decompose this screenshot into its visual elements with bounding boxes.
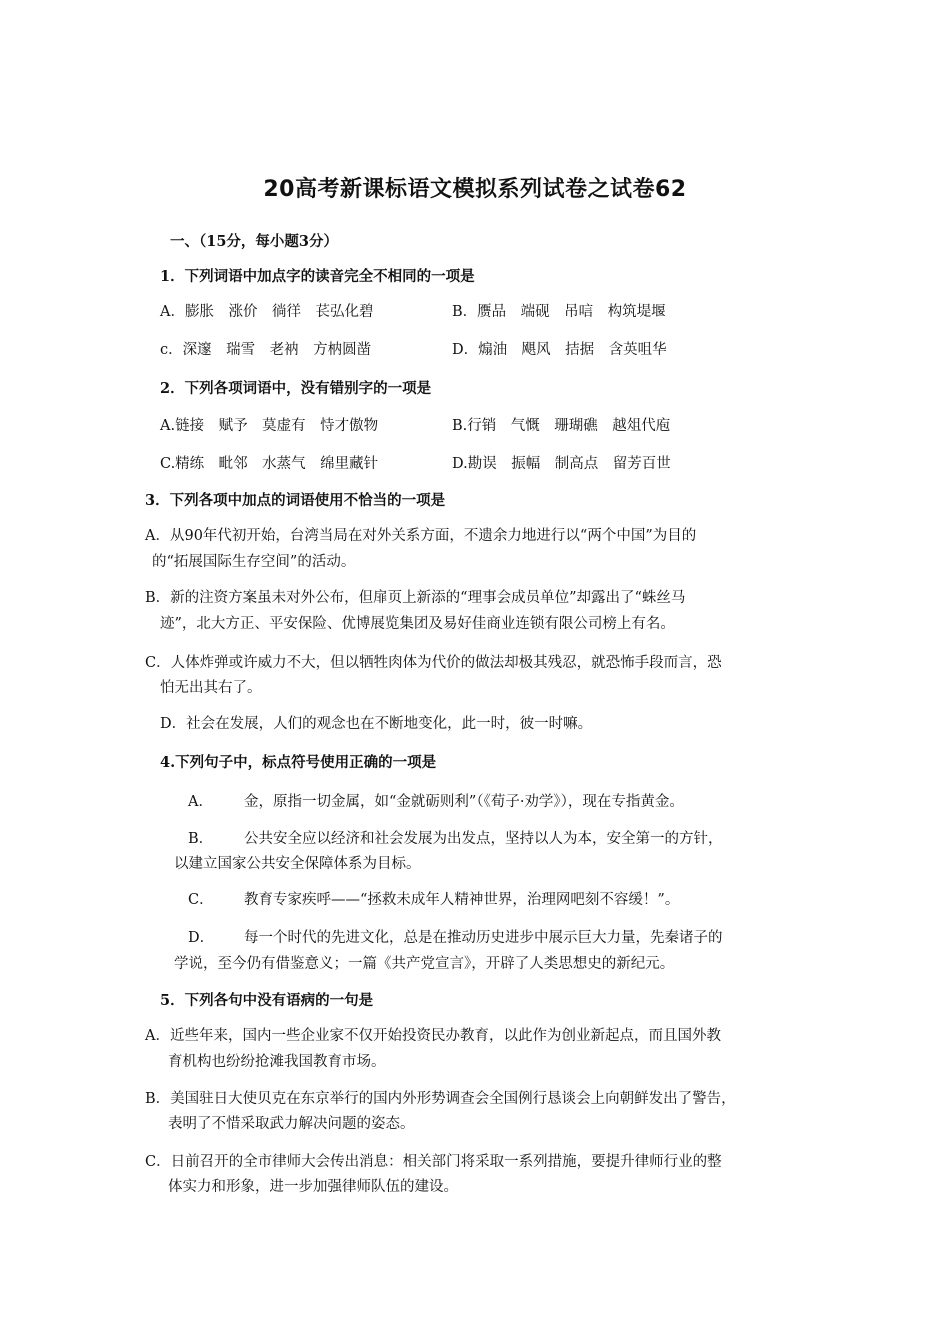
option-text: 深邃 瑞雪 老衲 方枘圆凿 <box>182 342 372 358</box>
q4-option-d-line2: 学说，至今仍有借鉴意义；一篇《共产党宣言》，开辟了人类思想史的新纪元。 <box>174 956 675 972</box>
q3-option-d-line1: D．社会在发展，人们的观念也在不断地变化，此一时，彼一时嘛。 <box>160 716 593 732</box>
q4-option-a-text: 金，原指一切金属，如“金就砺则利”（《荀子·劝学》），现在专指黄金。 <box>244 794 684 810</box>
question-3-stem: 3．下列各项中加点的词语使用不恰当的一项是 <box>145 492 446 509</box>
q5-option-c-line2: 体实力和形象，进一步加强律师队伍的建设。 <box>168 1179 458 1195</box>
q5-option-b-line2: 表明了不惜采取武力解决问题的姿态。 <box>168 1116 415 1132</box>
q4-option-a-label: A． <box>188 794 213 810</box>
q3-option-b-line1: B．新的注资方案虽未对外公布，但扉页上新添的“理事会成员单位”却露出了“蛛丝马 <box>145 590 686 606</box>
q4-option-c-label: C． <box>188 892 214 908</box>
q2-option-b: B.行销 气慨 珊瑚礁 越俎代庖 <box>452 418 671 434</box>
q4-option-c-text: 教育专家疾呼——“拯救未成年人精神世界，治理网吧刻不容缓！”。 <box>244 892 680 908</box>
q4-option-b-text: 公共安全应以经济和社会发展为出发点，坚持以人为本，安全第一的方针， <box>244 831 723 847</box>
q1-option-b <box>452 300 666 321</box>
q5-option-c-line1: C．日前召开的全市律师大会传出消息：相关部门将采取一系列措施，要提升律师行业的整 <box>145 1154 722 1170</box>
q5-option-a-line2: 育机构也纷纷抢滩我国教育市场。 <box>168 1054 386 1070</box>
option-label: D． <box>452 342 479 358</box>
option-text: 赝品 端砚 吊唁 构筑堤堰 <box>477 304 666 320</box>
section-heading: 一、（15分，每小题3分） <box>170 233 339 250</box>
q3-option-a-line2: 的“拓展国际生存空间”的活动。 <box>152 554 356 570</box>
q4-option-d-text: 每一个时代的先进文化，总是在推动历史进步中展示巨大力量，先秦诸子的 <box>244 930 723 946</box>
option-text: 膨胀 涨价 徜徉 苌弘化碧 <box>184 304 374 320</box>
q2-option-d: D.勘误 振幅 制高点 留芳百世 <box>452 456 671 472</box>
q5-option-b-line1: B．美国驻日大使贝克在东京举行的国内外形势调查会全国例行恳谈会上向朝鲜发出了警告， <box>145 1091 736 1107</box>
q3-option-a-line1: A．从90年代初开始，台湾当局在对外关系方面，不遗余力地进行以“两个中国”为目的 <box>145 528 697 544</box>
q4-option-d-label: D． <box>188 930 215 946</box>
question-1-stem: 1．下列词语中加点字的读音完全不相同的一项是 <box>160 268 475 285</box>
option-label: c． <box>160 342 183 358</box>
question-4-stem: 4.下列句子中，标点符号使用正确的一项是 <box>160 754 437 771</box>
q5-option-a-line1: A．近些年来，国内一些企业家不仅开始投资民办教育，以此作为创业新起点，而且国外教 <box>145 1028 721 1044</box>
option-label: B． <box>452 304 478 320</box>
page-title: 20高考新课标语文模拟系列试卷之试卷62 <box>263 177 687 202</box>
q1-option-a <box>160 300 373 321</box>
question-2-stem: 2．下列各项词语中，没有错别字的一项是 <box>160 380 432 397</box>
q1-option-c <box>160 338 371 359</box>
q2-option-c: C.精练 毗邻 水蒸气 绵里藏针 <box>160 456 379 472</box>
q4-option-b-label: B． <box>188 831 214 847</box>
q1-option-d <box>452 338 667 359</box>
option-text: 煽油 飓风 拮据 含英咀华 <box>478 342 667 358</box>
q4-option-b-line2: 以建立国家公共安全保障体系为目标。 <box>174 856 421 872</box>
q3-option-c-line1: C．人体炸弹或许威力不大，但以牺牲肉体为代价的做法却极其残忍，就恐怖手段而言，恐 <box>145 655 722 671</box>
q3-option-c-line2: 怕无出其右了。 <box>160 680 262 696</box>
question-5-stem: 5．下列各句中没有语病的一句是 <box>160 992 374 1009</box>
q3-option-b-line2: 迹”，北大方正、平安保险、优博展览集团及易好佳商业连锁有限公司榜上有名。 <box>160 616 675 632</box>
option-label: A． <box>160 304 185 320</box>
q2-option-a: A.链接 赋予 莫虚有 恃才傲物 <box>160 418 379 434</box>
